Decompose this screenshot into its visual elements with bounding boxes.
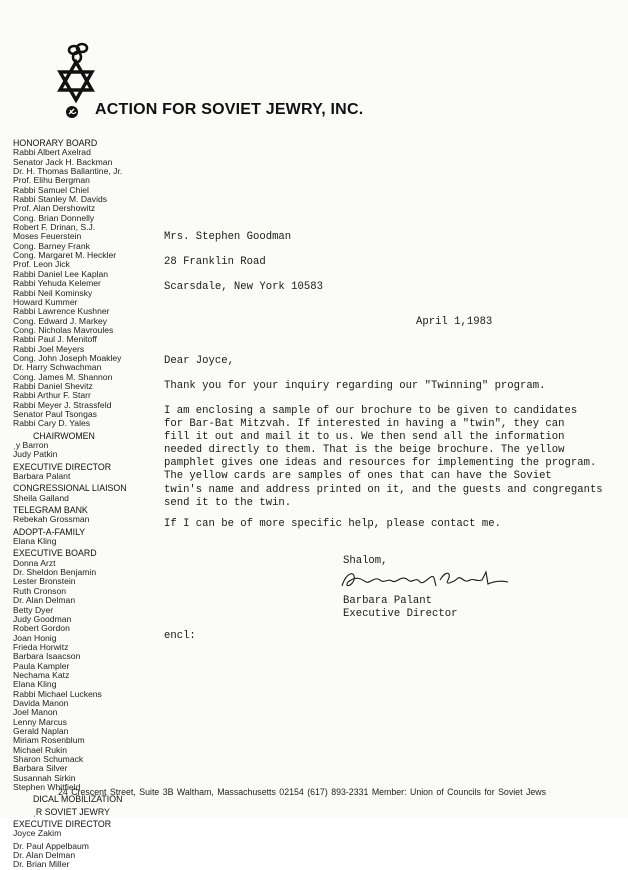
board-member: Nechama Katz — [13, 669, 70, 680]
board-member: Dr. Sheldon Benjamin — [13, 567, 97, 578]
board-member: Senator Paul Tsongas — [13, 408, 97, 419]
board-heading: EXECUTIVE DIRECTOR — [13, 461, 112, 472]
board-member: Rabbi Albert Axelrad — [13, 147, 91, 158]
organization-name: ACTION FOR SOVIET JEWRY, INC. — [95, 101, 364, 118]
closing: Shalom, — [343, 555, 388, 567]
board-member: Lester Bronstein — [13, 576, 76, 587]
board-member: Cong. Nicholas Mavroules — [13, 324, 114, 335]
letter-line: send it to the twin. — [164, 496, 292, 509]
board-member: Rabbi Stanley M. Davids — [13, 194, 108, 205]
board-member: Cong. Brian Donnelly — [13, 212, 95, 223]
board-member: Prof. Elihu Bergman — [13, 175, 90, 186]
letter-line: fill it out and mail it to us. We then send all the information — [164, 431, 565, 444]
board-member: Miriam Rosenblum — [13, 735, 85, 746]
board-member: Rabbi Daniel Lee Kaplan — [13, 268, 109, 279]
board-member: Rabbi Michael Luckens — [13, 688, 102, 699]
board-member: Moses Feuerstein — [13, 231, 82, 242]
board-member: Rabbi Daniel Shevitz — [13, 380, 93, 391]
letter-line: If I can be of more specific help, please contact me. — [164, 518, 501, 530]
board-member: Rabbi Paul J. Menitoff — [13, 334, 97, 345]
board-heading: CONGRESSIONAL LIAISON — [13, 483, 127, 494]
letter-line: The yellow cards are samples of ones that can have the Soviet — [164, 470, 552, 483]
board-member: Joyce Zakim — [13, 828, 62, 839]
board-member: Betty Dyer — [13, 604, 54, 615]
letter-line: I am enclosing a sample of our brochure to be given to candidates — [164, 405, 578, 417]
salutation: Dear Joyce, — [164, 355, 234, 367]
board-member: Frieda Horwitz — [13, 641, 69, 652]
board-member: Judy Patkin — [13, 449, 58, 460]
board-member: Robert F. Drinan, S.J. — [13, 222, 96, 233]
board-heading: DICAL MOBILIZATION — [33, 794, 123, 805]
paragraph-3 — [164, 518, 501, 531]
board-member: Prof. Alan Dershowitz — [13, 203, 96, 214]
board-member: Barbara Palant — [13, 471, 71, 482]
board-member: Dr. H. Thomas Ballantine, Jr. — [13, 166, 123, 177]
board-member: Ruth Cronson — [13, 585, 67, 596]
board-member: Joel Manon — [13, 707, 58, 718]
board-member: Rabbi Joel Meyers — [13, 343, 85, 354]
board-member: Joan Honig — [13, 632, 57, 643]
board-member: Senator Jack H. Backman — [13, 156, 113, 167]
paragraph-2 — [164, 405, 603, 510]
board-member: Lenny Marcus — [13, 716, 67, 727]
signer-name: Barbara Palant — [343, 595, 433, 607]
board-heading: ˌR SOVIET JEWRY — [33, 806, 110, 817]
board-member: Judy Goodman — [13, 613, 72, 624]
board-member: Dr. Brian Miller — [13, 859, 70, 870]
board-member: Rabbi Arthur F. Starr — [13, 390, 91, 401]
board-member: Rabbi Meyer J. Strassfeld — [13, 399, 112, 410]
board-heading: EXECUTIVE BOARD — [13, 548, 97, 559]
board-member: Prof. Leon Jick — [13, 259, 70, 270]
board-member: Rabbi Samuel Chiel — [13, 184, 89, 195]
board-member: Barbara Silver — [13, 763, 68, 774]
letter-date: April 1,1983 — [416, 316, 493, 328]
board-member: Rabbi Cary D. Yales — [13, 418, 91, 429]
board-member: Dr. Alan Delman — [13, 595, 76, 606]
board-member: Stephen Whitfield — [13, 782, 81, 793]
board-listing — [13, 139, 143, 870]
enclosure-note: encl: — [164, 630, 196, 642]
board-member: Cong. Margaret M. Heckler — [13, 250, 117, 261]
star-of-david-chain-hammer-sickle-icon — [52, 42, 100, 122]
board-member: Rebekah Grossman — [13, 514, 90, 525]
board-member: Rabbi Neil Kominsky — [13, 287, 93, 298]
recipient-name: Mrs. Stephen Goodman — [164, 231, 292, 243]
signer-title: Executive Director — [343, 608, 458, 620]
board-member: Sheila Galland — [13, 492, 69, 503]
board-member: Paula Kampler — [13, 660, 70, 671]
board-member: Barbara Isaacson — [13, 651, 81, 662]
letter-line: for Bar-Bat Mitzvah. If interested in having a "twin", they can — [164, 418, 565, 431]
board-member: Cong. John Joseph Moakley — [13, 352, 122, 363]
board-member: Cong. Barney Frank — [13, 240, 90, 251]
board-member: Elana Kling — [13, 536, 57, 547]
board-heading: HONORARY BOARD — [13, 138, 98, 148]
handwritten-signature — [336, 566, 511, 592]
board-heading: TELEGRAM BANK — [13, 505, 88, 516]
board-member: Dr. Paul Appelbaum — [13, 840, 89, 851]
paragraph-1 — [164, 380, 545, 393]
board-member: Donna Arzt — [13, 557, 56, 568]
board-member: Cong. Edward J. Markey — [13, 315, 108, 326]
letter-line: needed directly to them. That is the beige brochure. The yellow — [164, 444, 565, 457]
board-heading: CHAIRWOMEN — [33, 430, 95, 441]
board-member: Dr. Harry Schwachman — [13, 362, 102, 373]
board-member: Susannah Sirkin — [13, 772, 76, 783]
board-member: Robert Gordon — [13, 623, 70, 634]
board-member: Howard Kummer — [13, 296, 78, 307]
board-member: Michael Rukin — [13, 744, 67, 755]
board-member: Dr. Alan Delman — [13, 850, 76, 861]
board-member: Sharon Schumack — [13, 754, 84, 764]
board-heading: EXECUTIVE DIRECTOR — [13, 819, 112, 830]
board-heading: ADOPT-A-FAMILY — [13, 526, 86, 537]
footer-address: 24 Crescent Street, Suite 3B Waltham, Massachusetts 02154 (617) 893-2331 Member: Union of Councils for Soviet Jews — [58, 787, 547, 797]
board-member: Davida Manon — [13, 697, 69, 708]
board-member: Elana Kling — [13, 679, 57, 690]
letter-line: Thank you for your inquiry regarding our "Twinning" program. — [164, 380, 546, 392]
board-member: Rabbi Yehuda Kelemer — [13, 278, 101, 289]
letter-line: twin's name and address printed on it, and the guests and congregants — [164, 483, 603, 496]
letter-line: pamphlet gives one ideas and resources for implementing the program. — [164, 457, 597, 470]
recipient-street: 28 Franklin Road — [164, 256, 266, 268]
board-member: Cong. James M. Shannon — [13, 371, 113, 382]
board-member: ˌy Barron — [13, 440, 49, 450]
recipient-city: Scarsdale, New York 10583 — [164, 281, 323, 293]
board-member: Rabbi Lawrence Kushner — [13, 306, 110, 317]
board-member: Gerald Naplan — [13, 725, 69, 736]
